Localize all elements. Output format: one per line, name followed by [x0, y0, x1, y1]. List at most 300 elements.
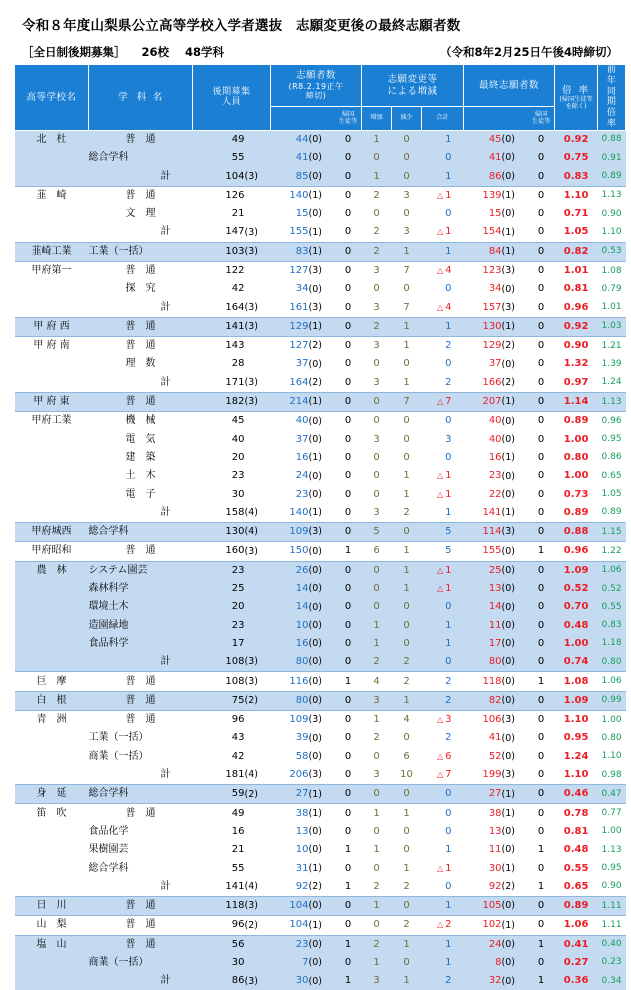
- cell-decrease: 0: [392, 205, 422, 223]
- table-row: [15, 617, 626, 635]
- cell-department-total: 計: [89, 223, 193, 242]
- cell-increase: 0: [362, 598, 392, 616]
- cell-quota: 141: [193, 878, 245, 897]
- cell-department-name: 普 通: [89, 392, 193, 411]
- cell-applicants: 40: [271, 412, 309, 431]
- cell-change-total: 1: [422, 504, 464, 523]
- cell-final-paren: (0): [502, 149, 528, 167]
- cell-quota-returnee: (3): [245, 653, 271, 672]
- cell-applicants: 14: [271, 598, 309, 616]
- cell-prev-year-ratio: 1.06: [598, 561, 626, 580]
- cell-final-applicants: 14: [464, 598, 502, 616]
- cell-decrease: 1: [392, 804, 422, 823]
- cell-applicants: 16: [271, 449, 309, 467]
- cell-quota: 147: [193, 223, 245, 242]
- col-header-change-total: 合計: [422, 107, 464, 131]
- cell-final-applicants: 106: [464, 710, 502, 729]
- cell-increase: 0: [362, 580, 392, 598]
- cell-applicants-returnee: 0: [335, 635, 362, 653]
- cell-ratio: 0.90: [555, 337, 598, 356]
- cell-quota: 141: [193, 317, 245, 336]
- cell-applicants: 214: [271, 392, 309, 411]
- cell-ratio: 0.36: [555, 972, 598, 990]
- col-header-applicants-returnee: 帰国 生徒等: [335, 107, 362, 131]
- cell-increase: 0: [362, 205, 392, 223]
- cell-decrease: 2: [392, 653, 422, 672]
- cell-increase: 0: [362, 467, 392, 485]
- cell-change-total: △ 4: [422, 261, 464, 280]
- cell-ratio: 1.10: [555, 186, 598, 205]
- table-row: [15, 896, 626, 915]
- cell-quota: 75: [193, 691, 245, 710]
- cell-change-total: 1: [422, 617, 464, 635]
- cell-final-paren: (1): [502, 186, 528, 205]
- cell-applicants-paren: (0): [309, 431, 335, 449]
- cell-final-returnee: 0: [528, 355, 555, 373]
- cell-final-applicants: 166: [464, 374, 502, 393]
- cell-quota-returnee: [245, 859, 271, 877]
- cell-department-name: 食品化学: [89, 823, 193, 841]
- cell-final-returnee: 0: [528, 504, 555, 523]
- cell-applicants-returnee: 0: [335, 785, 362, 804]
- cell-decrease: 0: [392, 130, 422, 149]
- cell-ratio: 0.92: [555, 130, 598, 149]
- cell-change-total: △ 1: [422, 186, 464, 205]
- cell-increase: 3: [362, 972, 392, 990]
- cell-applicants-returnee: 0: [335, 205, 362, 223]
- cell-final-applicants: 105: [464, 896, 502, 915]
- cell-ratio: 0.96: [555, 298, 598, 317]
- cell-applicants-returnee: 0: [335, 223, 362, 242]
- col-header-department: 学 科 名: [89, 65, 193, 131]
- cell-final-returnee: 0: [528, 412, 555, 431]
- cell-prev-year-ratio: 0.98: [598, 766, 626, 785]
- cell-decrease: 3: [392, 223, 422, 242]
- cell-increase: 0: [362, 785, 392, 804]
- cell-applicants-returnee: 0: [335, 467, 362, 485]
- col-header-school: 高等学校名: [15, 65, 89, 131]
- table-row: [15, 485, 626, 503]
- cell-ratio: 1.10: [555, 766, 598, 785]
- cell-final-applicants: 154: [464, 223, 502, 242]
- cell-increase: 3: [362, 374, 392, 393]
- cell-applicants: 37: [271, 355, 309, 373]
- table-row: [15, 972, 626, 990]
- department-count: 48学科: [185, 45, 225, 59]
- cell-applicants-returnee: 0: [335, 916, 362, 935]
- cell-quota: 164: [193, 298, 245, 317]
- cell-final-applicants: 34: [464, 280, 502, 298]
- cell-department-name: 食品科学: [89, 635, 193, 653]
- cell-change-total: 0: [422, 823, 464, 841]
- cell-ratio: 0.81: [555, 823, 598, 841]
- cell-school-name: [15, 449, 89, 467]
- col-header-quota: 後期募集 人員: [193, 65, 271, 131]
- cell-prev-year-ratio: 1.08: [598, 261, 626, 280]
- cell-increase: 2: [362, 242, 392, 261]
- cell-ratio: 0.65: [555, 878, 598, 897]
- cell-department-name: 機 械: [89, 412, 193, 431]
- cell-final-returnee: 0: [528, 374, 555, 393]
- cell-department-name: 普 通: [89, 916, 193, 935]
- cell-applicants-paren: (3): [309, 261, 335, 280]
- cell-school-name: 甲府工業: [15, 412, 89, 431]
- table-row: [15, 149, 626, 167]
- cell-school-name: [15, 598, 89, 616]
- cell-final-paren: (0): [502, 635, 528, 653]
- cell-final-applicants: 15: [464, 205, 502, 223]
- cell-final-returnee: 0: [528, 242, 555, 261]
- cell-final-paren: (0): [502, 729, 528, 747]
- school-count: 26校: [141, 45, 170, 59]
- cell-final-returnee: 1: [528, 878, 555, 897]
- cell-applicants-returnee: 0: [335, 242, 362, 261]
- cell-school-name: [15, 205, 89, 223]
- cell-final-applicants: 139: [464, 186, 502, 205]
- cell-quota-returnee: (4): [245, 523, 271, 542]
- cell-prev-year-ratio: 1.18: [598, 635, 626, 653]
- table-row: [15, 580, 626, 598]
- cell-change-total: 0: [422, 355, 464, 373]
- cell-department-total: 計: [89, 374, 193, 393]
- cell-final-paren: (0): [502, 167, 528, 186]
- cell-increase: 1: [362, 130, 392, 149]
- cell-applicants: 80: [271, 653, 309, 672]
- cell-applicants: 44: [271, 130, 309, 149]
- table-row: [15, 431, 626, 449]
- cell-applicants-paren: (2): [309, 337, 335, 356]
- cell-quota: 55: [193, 149, 245, 167]
- cell-department-name: 電 子: [89, 485, 193, 503]
- table-row: [15, 561, 626, 580]
- cell-final-returnee: 0: [528, 691, 555, 710]
- table-row: [15, 467, 626, 485]
- cell-school-name: [15, 580, 89, 598]
- table-row: [15, 261, 626, 280]
- cell-final-applicants: 155: [464, 542, 502, 561]
- cell-change-total: △ 1: [422, 467, 464, 485]
- cell-final-paren: (1): [502, 223, 528, 242]
- cell-change-total: 1: [422, 896, 464, 915]
- cell-applicants-returnee: 0: [335, 337, 362, 356]
- cell-increase: 0: [362, 748, 392, 766]
- cell-final-applicants: 199: [464, 766, 502, 785]
- cell-final-applicants: 130: [464, 317, 502, 336]
- cell-final-applicants: 40: [464, 431, 502, 449]
- cell-decrease: 1: [392, 485, 422, 503]
- cell-decrease: 1: [392, 467, 422, 485]
- cell-applicants-returnee: 0: [335, 804, 362, 823]
- cell-final-applicants: 45: [464, 130, 502, 149]
- cell-applicants: 16: [271, 635, 309, 653]
- cell-final-applicants: 207: [464, 392, 502, 411]
- cell-final-applicants: 157: [464, 298, 502, 317]
- cell-department-name: 普 通: [89, 691, 193, 710]
- cell-change-total: 3: [422, 431, 464, 449]
- cell-applicants: 23: [271, 485, 309, 503]
- cell-decrease: 0: [392, 523, 422, 542]
- cell-change-total: 2: [422, 729, 464, 747]
- cell-quota-returnee: [245, 617, 271, 635]
- cell-change-total: △ 3: [422, 710, 464, 729]
- cell-department-total: 計: [89, 504, 193, 523]
- cell-quota-returnee: (4): [245, 504, 271, 523]
- cell-school-name: [15, 841, 89, 859]
- cell-final-returnee: 0: [528, 653, 555, 672]
- cell-increase: 0: [362, 280, 392, 298]
- cell-final-paren: (2): [502, 878, 528, 897]
- cell-final-paren: (1): [502, 317, 528, 336]
- cell-quota: 23: [193, 617, 245, 635]
- cell-department-name: 工業（一括）: [89, 242, 193, 261]
- cell-final-returnee: 0: [528, 337, 555, 356]
- table-row: [15, 317, 626, 336]
- cell-applicants-returnee: 1: [335, 972, 362, 990]
- cell-applicants-paren: (1): [309, 223, 335, 242]
- cell-quota: 143: [193, 337, 245, 356]
- cell-final-paren: (0): [502, 580, 528, 598]
- cell-quota: 55: [193, 859, 245, 877]
- cell-final-paren: (3): [502, 523, 528, 542]
- cell-change-total: △ 1: [422, 580, 464, 598]
- cell-ratio: 0.75: [555, 149, 598, 167]
- cell-applicants-paren: (1): [309, 449, 335, 467]
- cell-department-name: 総合学科: [89, 523, 193, 542]
- cell-department-name: 商業（一括）: [89, 954, 193, 972]
- cell-quota: 158: [193, 504, 245, 523]
- cell-applicants-paren: (0): [309, 355, 335, 373]
- cell-quota: 171: [193, 374, 245, 393]
- cell-change-total: △ 6: [422, 748, 464, 766]
- deadline-note: （令和8年2月25日午後4時締切）: [439, 45, 618, 59]
- cell-department-name: 土 木: [89, 467, 193, 485]
- cell-increase: 0: [362, 412, 392, 431]
- cell-final-applicants: 37: [464, 355, 502, 373]
- table-row: [15, 859, 626, 877]
- cell-applicants-paren: (0): [309, 653, 335, 672]
- cell-prev-year-ratio: 1.11: [598, 916, 626, 935]
- cell-department-name: 普 通: [89, 672, 193, 691]
- cell-decrease: 0: [392, 412, 422, 431]
- table-row: [15, 729, 626, 747]
- table-body: [15, 130, 626, 990]
- cell-decrease: 6: [392, 748, 422, 766]
- cell-change-total: 1: [422, 635, 464, 653]
- cell-quota-returnee: (2): [245, 785, 271, 804]
- cell-quota-returnee: [245, 186, 271, 205]
- cell-prev-year-ratio: 1.05: [598, 485, 626, 503]
- cell-applicants-paren: (0): [309, 823, 335, 841]
- cell-quota-returnee: [245, 598, 271, 616]
- cell-final-returnee: 0: [528, 467, 555, 485]
- cell-school-name: 甲 府 西: [15, 317, 89, 336]
- cell-quota-returnee: [245, 804, 271, 823]
- cell-increase: 3: [362, 261, 392, 280]
- cell-prev-year-ratio: 0.95: [598, 859, 626, 877]
- cell-prev-year-ratio: 0.65: [598, 467, 626, 485]
- cell-quota: 126: [193, 186, 245, 205]
- cell-ratio: 0.97: [555, 374, 598, 393]
- cell-decrease: 1: [392, 374, 422, 393]
- cell-ratio: 1.00: [555, 467, 598, 485]
- cell-decrease: 1: [392, 935, 422, 954]
- cell-applicants-returnee: 0: [335, 392, 362, 411]
- cell-department-name: 普 通: [89, 896, 193, 915]
- cell-ratio: 0.80: [555, 449, 598, 467]
- cell-school-name: [15, 280, 89, 298]
- cell-applicants: 104: [271, 896, 309, 915]
- cell-applicants-returnee: 0: [335, 823, 362, 841]
- cell-applicants-paren: (3): [309, 710, 335, 729]
- cell-prev-year-ratio: 0.95: [598, 431, 626, 449]
- cell-ratio: 0.81: [555, 280, 598, 298]
- cell-applicants-returnee: 0: [335, 167, 362, 186]
- cell-final-returnee: 0: [528, 896, 555, 915]
- cell-prev-year-ratio: 0.88: [598, 130, 626, 149]
- cell-final-returnee: 0: [528, 954, 555, 972]
- cell-school-name: [15, 653, 89, 672]
- cell-quota-returnee: [245, 635, 271, 653]
- cell-applicants: 140: [271, 186, 309, 205]
- cell-decrease: 4: [392, 710, 422, 729]
- cell-applicants: 14: [271, 580, 309, 598]
- cell-applicants-paren: (0): [309, 167, 335, 186]
- cell-ratio: 0.73: [555, 485, 598, 503]
- table-row: [15, 298, 626, 317]
- cell-final-returnee: 1: [528, 542, 555, 561]
- cell-prev-year-ratio: 1.06: [598, 672, 626, 691]
- cell-quota-returnee: [245, 337, 271, 356]
- cell-school-name: 白 根: [15, 691, 89, 710]
- cell-department-total: 計: [89, 766, 193, 785]
- cell-quota: 160: [193, 542, 245, 561]
- cell-applicants-returnee: 0: [335, 280, 362, 298]
- cell-applicants-returnee: 0: [335, 374, 362, 393]
- cell-final-returnee: 0: [528, 561, 555, 580]
- cell-final-returnee: 0: [528, 916, 555, 935]
- cell-decrease: 1: [392, 691, 422, 710]
- cell-quota: 108: [193, 672, 245, 691]
- cell-final-applicants: 11: [464, 841, 502, 859]
- cell-quota-returnee: (3): [245, 374, 271, 393]
- cell-applicants-returnee: 0: [335, 896, 362, 915]
- cell-ratio: 0.70: [555, 598, 598, 616]
- col-header-prev-year: 前 年 同 期 倍 率: [598, 65, 626, 131]
- cell-ratio: 0.89: [555, 412, 598, 431]
- cell-quota-returnee: [245, 412, 271, 431]
- cell-quota-returnee: (3): [245, 392, 271, 411]
- cell-applicants-paren: (1): [309, 186, 335, 205]
- cell-final-applicants: 27: [464, 785, 502, 804]
- cell-ratio: 0.52: [555, 580, 598, 598]
- cell-department-name: システム園芸: [89, 561, 193, 580]
- cell-decrease: 2: [392, 504, 422, 523]
- cell-quota-returnee: (3): [245, 972, 271, 990]
- cell-final-returnee: 0: [528, 804, 555, 823]
- cell-final-applicants: 84: [464, 242, 502, 261]
- cell-quota: 25: [193, 580, 245, 598]
- cell-ratio: 1.14: [555, 392, 598, 411]
- cell-applicants-paren: (0): [309, 580, 335, 598]
- cell-applicants-paren: (1): [309, 317, 335, 336]
- cell-applicants-paren: (0): [309, 542, 335, 561]
- col-header-increase: 増加: [362, 107, 392, 131]
- cell-increase: 1: [362, 617, 392, 635]
- cell-increase: 0: [362, 561, 392, 580]
- cell-ratio: 1.01: [555, 261, 598, 280]
- cell-decrease: 0: [392, 823, 422, 841]
- table-row: [15, 672, 626, 691]
- cell-applicants: 127: [271, 337, 309, 356]
- cell-ratio: 0.83: [555, 167, 598, 186]
- cell-department-total: 計: [89, 298, 193, 317]
- cell-final-paren: (3): [502, 261, 528, 280]
- cell-increase: 2: [362, 653, 392, 672]
- cell-applicants-paren: (0): [309, 935, 335, 954]
- cell-final-returnee: 0: [528, 223, 555, 242]
- cell-ratio: 1.00: [555, 431, 598, 449]
- cell-increase: 1: [362, 804, 392, 823]
- cell-decrease: 1: [392, 972, 422, 990]
- cell-final-paren: (1): [502, 449, 528, 467]
- cell-change-total: 0: [422, 878, 464, 897]
- cell-change-total: 1: [422, 242, 464, 261]
- cell-increase: 3: [362, 431, 392, 449]
- cell-prev-year-ratio: 1.13: [598, 841, 626, 859]
- cell-applicants: 41: [271, 149, 309, 167]
- cell-school-name: [15, 167, 89, 186]
- cell-final-returnee: 0: [528, 823, 555, 841]
- col-header-decrease: 減少: [392, 107, 422, 131]
- cell-quota: 28: [193, 355, 245, 373]
- cell-quota: 20: [193, 598, 245, 616]
- cell-change-total: 1: [422, 935, 464, 954]
- cell-applicants-paren: (0): [309, 729, 335, 747]
- cell-prev-year-ratio: 0.86: [598, 449, 626, 467]
- table-row: [15, 916, 626, 935]
- cell-final-applicants: 25: [464, 561, 502, 580]
- cell-final-applicants: 52: [464, 748, 502, 766]
- table-row: [15, 691, 626, 710]
- cell-prev-year-ratio: 0.96: [598, 412, 626, 431]
- cell-decrease: 1: [392, 859, 422, 877]
- cell-school-name: [15, 149, 89, 167]
- cell-change-total: △ 1: [422, 485, 464, 503]
- cell-final-returnee: 0: [528, 317, 555, 336]
- table-row: [15, 710, 626, 729]
- cell-prev-year-ratio: 0.55: [598, 598, 626, 616]
- cell-department-name: 探 究: [89, 280, 193, 298]
- cell-prev-year-ratio: 0.90: [598, 878, 626, 897]
- cell-decrease: 0: [392, 785, 422, 804]
- cell-prev-year-ratio: 0.79: [598, 280, 626, 298]
- cell-ratio: 0.46: [555, 785, 598, 804]
- cell-change-total: △ 1: [422, 223, 464, 242]
- cell-quota-returnee: [245, 149, 271, 167]
- cell-quota-returnee: [245, 431, 271, 449]
- cell-quota: 20: [193, 449, 245, 467]
- cell-decrease: 1: [392, 337, 422, 356]
- cell-applicants-returnee: 0: [335, 431, 362, 449]
- cell-change-total: 0: [422, 804, 464, 823]
- cell-applicants: 206: [271, 766, 309, 785]
- cell-quota: 96: [193, 916, 245, 935]
- cell-increase: 0: [362, 149, 392, 167]
- cell-applicants-returnee: 0: [335, 261, 362, 280]
- cell-applicants: 104: [271, 916, 309, 935]
- cell-change-total: 1: [422, 954, 464, 972]
- cell-applicants-returnee: 1: [335, 672, 362, 691]
